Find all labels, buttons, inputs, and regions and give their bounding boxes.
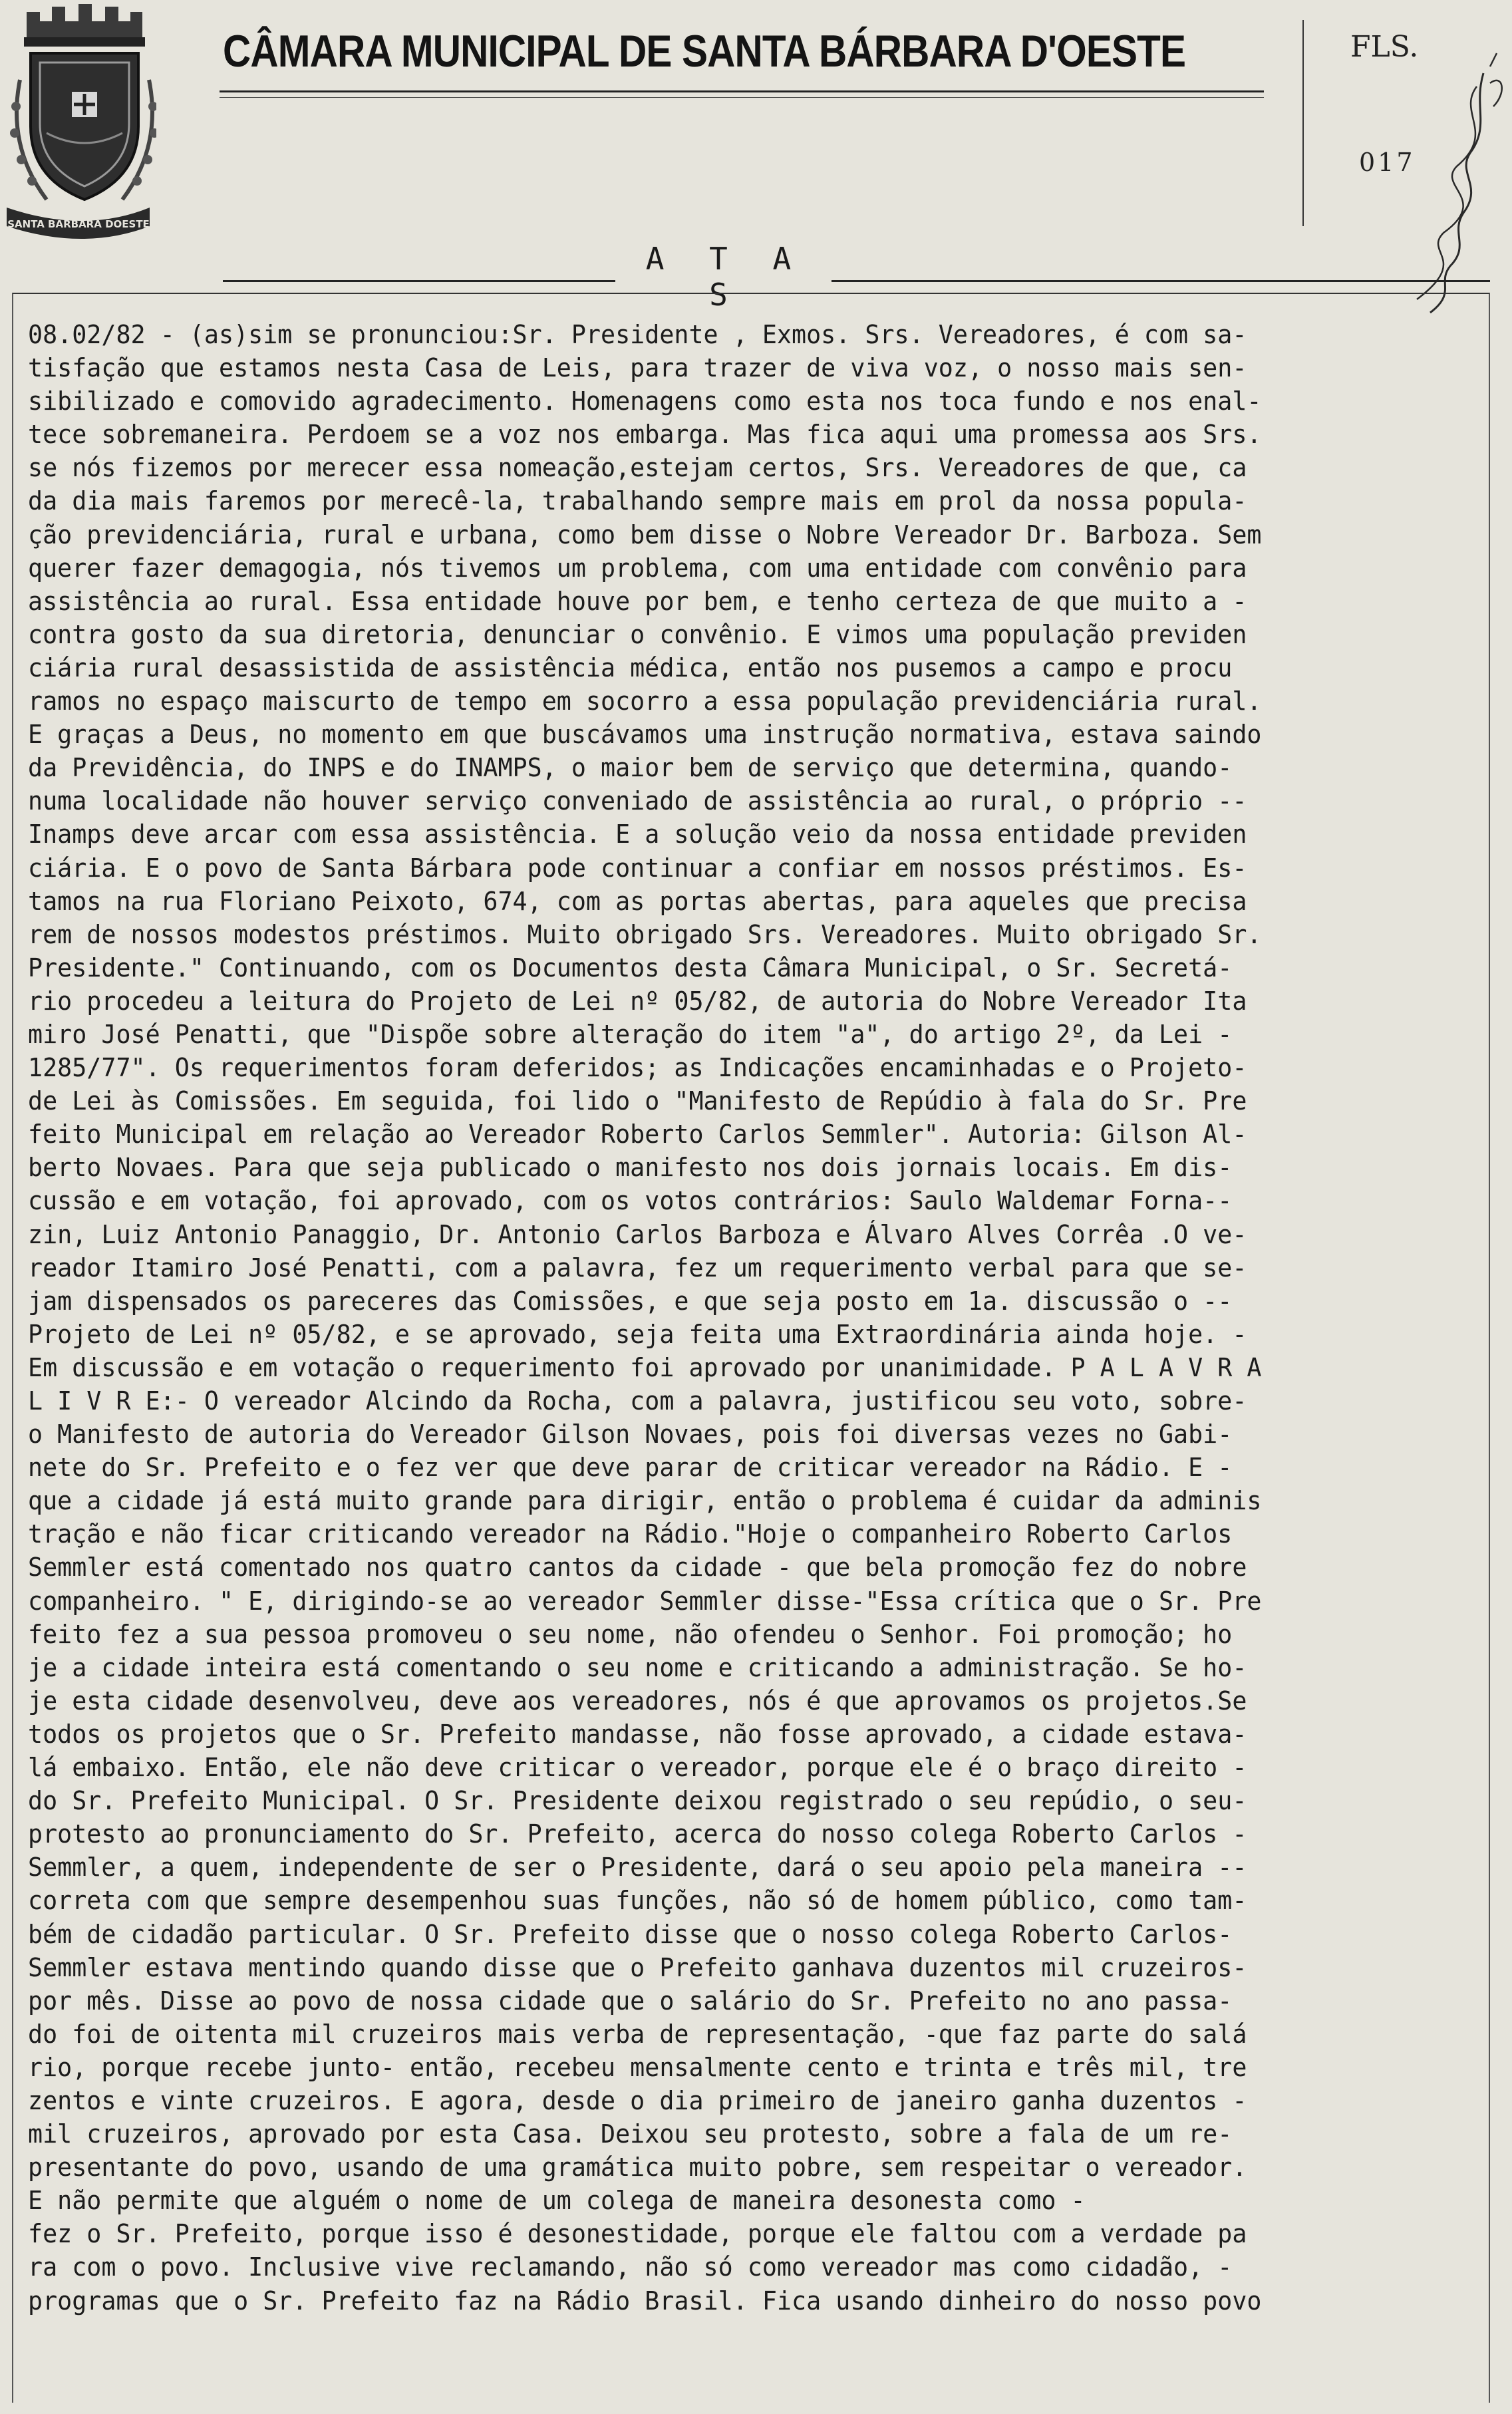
text-line: por mês. Disse ao povo de nossa cidade que o salário do Sr. Prefeito no ano passa- — [28, 1986, 1233, 2016]
text-line: fez o Sr. Prefeito, porque isso é desonestidade, porque ele faltou com a verdade pa — [28, 2219, 1247, 2249]
text-line: do foi de oitenta mil cruzeiros mais verba de representação, -que faz parte do salá — [28, 2019, 1247, 2049]
text-line: todos os projetos que o Sr. Prefeito mandasse, não fosse aprovado, a cidade estava- — [28, 1719, 1247, 1749]
text-line: querer fazer demagogia, nós tivemos um problema, com uma entidade com convênio para — [28, 553, 1247, 583]
text-line: ra com o povo. Inclusive vive reclamando, não só como vereador mas como cidadão, - — [28, 2252, 1233, 2282]
minutes-text — [28, 318, 1498, 2318]
text-line: que a cidade já está muito grande para dirigir, então o problema é cuidar da adminis — [28, 1486, 1262, 1516]
text-line: mil cruzeiros, aprovado por esta Casa. Deixou seu protesto, sobre a fala de um re- — [28, 2119, 1233, 2149]
header-rule-thin — [220, 97, 1264, 98]
text-line: Semmler, a quem, independente de ser o Presidente, dará o seu apoio pela maneira -- — [28, 1853, 1247, 1883]
text-line: o Manifesto de autoria do Vereador Gilson Novaes, pois foi diversas vezes no Gabi- — [28, 1420, 1233, 1449]
text-line: je esta cidade desenvolveu, deve aos vereadores, nós é que aprovamos os projetos.Se — [28, 1686, 1247, 1716]
text-line: Semmler está comentado nos quatro cantos da cidade - que bela promoção fez do nobre — [28, 1553, 1247, 1583]
institution-name: CÂMARA MUNICIPAL DE SANTA BÁRBARA D'OESTE — [223, 26, 1186, 76]
text-line: je a cidade inteira está comentando o seu nome e criticando a administração. Se ho- — [28, 1652, 1247, 1682]
text-line: cussão e em votação, foi aprovado, com os votos contrários: Saulo Waldemar Forna-- — [28, 1186, 1233, 1216]
text-line: ção previdenciária, rural e urbana, como bem disse o Nobre Vereador Dr. Barboza. Sem — [28, 520, 1262, 549]
text-line: ciária rural desassistida de assistência médica, então nos pusemos a campo e procu — [28, 653, 1233, 682]
coat-of-arms-crest — [0, 0, 156, 246]
text-line: 08.02/82 - (as)sim se pronunciou:Sr. Presidente , Exmos. Srs. Vereadores, é com sa- — [28, 320, 1247, 349]
text-line: Inamps deve arcar com essa assistência. E a solução veio da nossa entidade previden — [28, 820, 1247, 849]
text-line: miro José Penatti, que "Dispõe sobre alteração do item "a", do artigo 2º, da Lei - — [28, 1019, 1233, 1049]
text-line: jam dispensados os pareceres das Comissões, e que seja posto em 1a. discussão o -- — [28, 1286, 1233, 1316]
text-line: se nós fizemos por merecer essa nomeação,estejam certos, Srs. Vereadores de que, ca — [28, 453, 1247, 483]
text-line: zentos e vinte cruzeiros. E agora, desde o dia primeiro de janeiro ganha duzentos - — [28, 2085, 1247, 2115]
text-line: E não permite que alguém o nome de um colega de maneira desonesta como - — [28, 2186, 1086, 2216]
header-rule — [220, 90, 1264, 92]
text-line: Projeto de Lei nº 05/82, e se aprovado, seja feita uma Extraordinária ainda hoje. - — [28, 1319, 1247, 1349]
text-line: feito fez a sua pessoa promoveu o seu nome, não ofendeu o Senhor. Foi promoção; ho — [28, 1619, 1233, 1649]
text-line: nete do Sr. Prefeito e o fez ver que deve parar de criticar vereador na Rádio. E - — [28, 1453, 1233, 1483]
section-rule-left — [223, 280, 615, 282]
section-rule-right — [832, 280, 1490, 282]
text-line: ramos no espaço maiscurto de tempo em socorro a essa população previdenciária rural. — [28, 686, 1262, 716]
text-line: reador Itamiro José Penatti, com a palavra, fez um requerimento verbal para que se- — [28, 1253, 1247, 1282]
text-line: contra gosto da sua diretoria, denunciar o convênio. E vimos uma população previden — [28, 619, 1247, 649]
text-line: rio procedeu a leitura do Projeto de Lei nº 05/82, de autoria do Nobre Vereador Ita — [28, 986, 1247, 1016]
text-line: Semmler estava mentindo quando disse que o Prefeito ganhava duzentos mil cruzeiros- — [28, 1952, 1247, 1982]
text-line: da Previdência, do INPS e do INAMPS, o maior bem de serviço que determina, quando- — [28, 753, 1233, 783]
folio-number: 017 — [1359, 148, 1416, 177]
crest-motto: SANTA BARBARA DOESTE — [7, 218, 150, 230]
folio-label: FLS. — [1350, 30, 1419, 64]
text-line: berto Novaes. Para que seja publicado o manifesto nos dois jornais locais. Em dis- — [28, 1153, 1233, 1183]
handwritten-signature — [1357, 47, 1510, 326]
text-line: companheiro. " E, dirigindo-se ao vereador Semmler disse-"Essa crítica que o Sr. Pre — [28, 1586, 1262, 1616]
text-line: do Sr. Prefeito Municipal. O Sr. Presidente deixou registrado o seu repúdio, o seu- — [28, 1786, 1247, 1816]
text-line: E graças a Deus, no momento em que buscávamos uma instrução normativa, estava saindo — [28, 720, 1262, 750]
text-line: rem de nossos modestos préstimos. Muito obrigado Srs. Vereadores. Muito obrigado Sr. — [28, 919, 1262, 949]
text-line: Em discussão e em votação o requerimento foi aprovado por unanimidade. P A L A V R A — [28, 1352, 1262, 1382]
text-line: zin, Luiz Antonio Panaggio, Dr. Antonio Carlos Barboza e Álvaro Alves Corrêa .O ve- — [28, 1219, 1247, 1249]
folio-divider — [1302, 20, 1304, 226]
text-line: feito Municipal em relação ao Vereador Roberto Carlos Semmler". Autoria: Gilson Al- — [28, 1120, 1247, 1149]
text-line: assistência ao rural. Essa entidade houve por bem, e tenho certeza de que muito a - — [28, 586, 1247, 616]
section-title: A T A S — [645, 241, 805, 313]
text-line: 1285/77". Os requerimentos foram deferidos; as Indicações encaminhadas e o Projeto- — [28, 1053, 1247, 1083]
text-line: da dia mais faremos por merecê-la, trabalhando sempre mais em prol da nossa popula- — [28, 486, 1247, 516]
text-line: lá embaixo. Então, ele não deve criticar o vereador, porque ele é o braço direito - — [28, 1753, 1247, 1783]
text-line: L I V R E:- O vereador Alcindo da Rocha, com a palavra, justificou seu voto, sobre- — [28, 1386, 1247, 1416]
text-line: sibilizado e comovido agradecimento. Homenagens como esta nos toca fundo e nos enal- — [28, 386, 1262, 416]
text-line: Presidente." Continuando, com os Documentos desta Câmara Municipal, o Sr. Secretá- — [28, 953, 1233, 982]
text-line: presentante do povo, usando de uma gramática muito pobre, sem respeitar o vereador. — [28, 2153, 1247, 2183]
text-line: programas que o Sr. Prefeito faz na Rádio Brasil. Fica usando dinheiro do nosso povo — [28, 2286, 1262, 2316]
text-line: tisfação que estamos nesta Casa de Leis, para trazer de viva voz, o nosso mais sen- — [28, 353, 1247, 383]
text-line: correta com que sempre desempenhou suas funções, não só de homem público, como tam- — [28, 1886, 1247, 1916]
text-line: de Lei às Comissões. Em seguida, foi lido o "Manifesto de Repúdio à fala do Sr. Pre — [28, 1086, 1247, 1116]
text-line: rio, porque recebe junto- então, recebeu mensalmente cento e trinta e três mil, tre — [28, 2052, 1247, 2082]
text-line: ciária. E o povo de Santa Bárbara pode continuar a confiar em nossos préstimos. Es- — [28, 853, 1247, 883]
text-line: tração e não ficar criticando vereador na Rádio."Hoje o companheiro Roberto Carlos — [28, 1519, 1233, 1549]
text-line: protesto ao pronunciamento do Sr. Prefeito, acerca do nosso colega Roberto Carlos - — [28, 1819, 1247, 1849]
text-line: numa localidade não houver serviço conveniado de assistência ao rural, o próprio -- — [28, 786, 1247, 816]
text-line: bém de cidadão particular. O Sr. Prefeito disse que o nosso colega Roberto Carlos- — [28, 1919, 1233, 1949]
text-line: tece sobremaneira. Perdoem se a voz nos embarga. Mas fica aqui uma promessa aos Srs. — [28, 420, 1262, 450]
text-line: tamos na rua Floriano Peixoto, 674, com as portas abertas, para aqueles que precisa — [28, 886, 1247, 916]
